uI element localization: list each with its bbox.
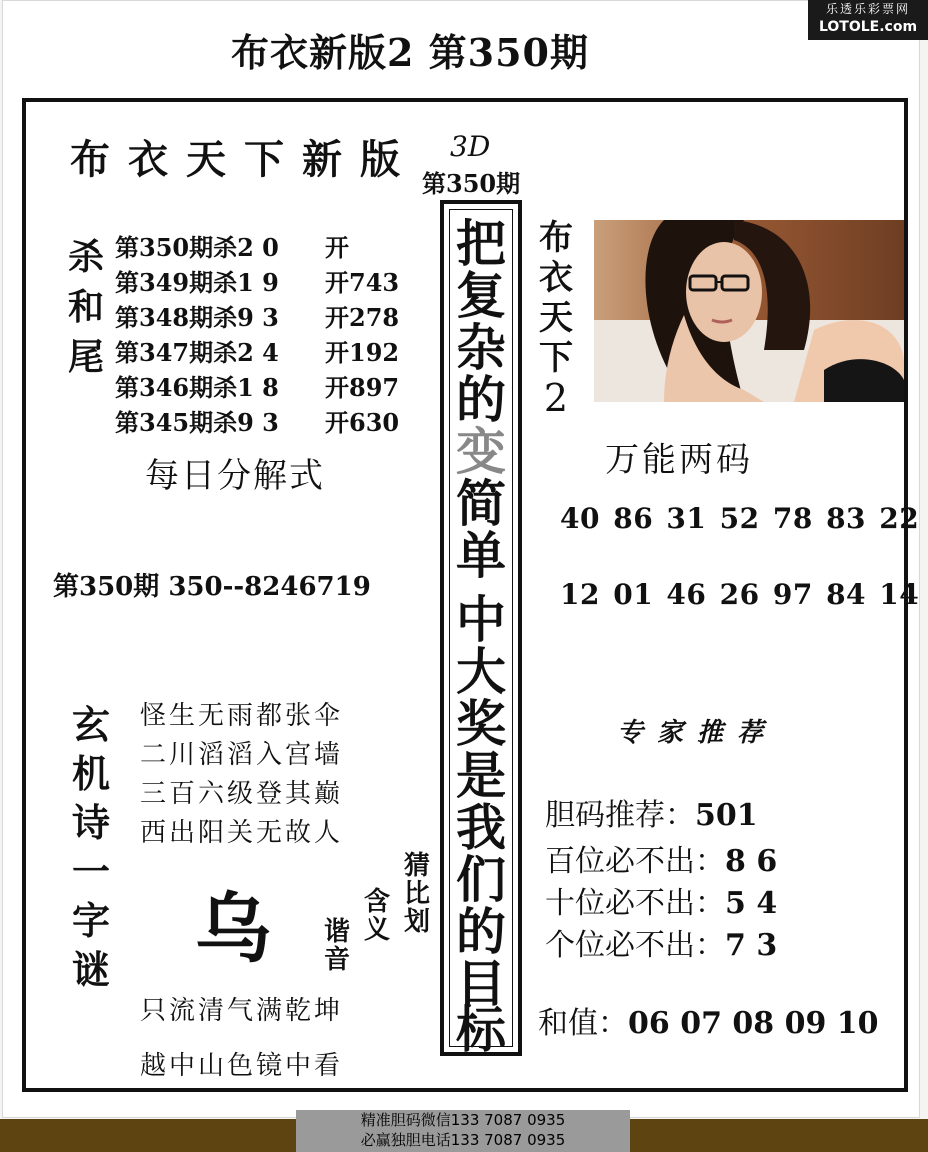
riddle-bottom-line: 只流清气满乾坤	[140, 996, 344, 1026]
riddle-line: 怪生无雨都张伞	[140, 701, 344, 731]
kill-period: 第349期杀1 9	[115, 268, 279, 297]
kill-open: 开897	[325, 373, 400, 402]
riddle-label-char: 机	[71, 751, 110, 796]
riddle-label-char: 谜	[71, 947, 110, 992]
kill-row	[115, 335, 399, 370]
kill-label-char: 尾	[67, 336, 104, 378]
watermark-cn: 乐透乐彩票网	[825, 2, 910, 16]
footer-contact	[296, 1110, 630, 1152]
banner-char: 目	[456, 954, 506, 1013]
expert-title: 专家推荐	[617, 718, 778, 748]
hint-homophone	[322, 918, 352, 974]
hint-char: 比	[403, 879, 430, 909]
kill-tail-table	[115, 230, 399, 440]
site-watermark	[808, 0, 928, 40]
daily-line: 第350期 350--8246719	[53, 572, 371, 602]
kill-row	[115, 300, 399, 335]
banner-char: 单	[456, 526, 506, 585]
hint-char: 谐	[323, 917, 350, 947]
tip-label: 百位必不出：	[545, 844, 725, 879]
banner-char: 是	[456, 746, 506, 805]
banner-char: 复	[456, 266, 506, 325]
kill-open: 开	[325, 233, 349, 262]
riddle-label-char: 一	[71, 849, 110, 894]
tip-label: 十位必不出：	[545, 886, 725, 921]
riddle-line: 三百六级登其巅	[140, 779, 344, 809]
brand-title: 布衣天下新版	[70, 136, 418, 183]
tip-label: 个位必不出：	[545, 928, 725, 963]
hint-meaning	[362, 888, 392, 944]
side-label-char: 2	[543, 376, 569, 420]
riddle-label	[60, 700, 122, 994]
tip-value: 8 6	[725, 844, 778, 879]
kill-row	[115, 405, 399, 440]
tip-value: 501	[695, 798, 758, 833]
wanneng-row: 12 01 46 26 97 84 14	[560, 578, 920, 611]
kill-period: 第350期杀2 0	[115, 233, 279, 262]
tip-label: 胆码推荐：	[545, 798, 695, 833]
banner-char: 中	[456, 590, 506, 649]
kill-open: 开192	[325, 338, 400, 367]
riddle-poem	[140, 697, 343, 853]
banner-char: 变	[456, 422, 506, 481]
kill-row	[115, 230, 399, 265]
banner-char: 简	[456, 474, 506, 533]
tip-value: 06 07 08 09 10	[628, 1006, 879, 1041]
kill-open: 开743	[325, 268, 400, 297]
wanneng-title: 万能两码	[605, 440, 753, 480]
riddle-character: 乌	[195, 884, 271, 973]
riddle-line: 二川滔滔入宫墙	[140, 740, 344, 770]
tip-value: 7 3	[725, 928, 778, 963]
hint-char: 含	[363, 887, 390, 917]
banner-char: 标	[456, 1000, 506, 1059]
page-title: 布衣新版2 第350期	[231, 30, 589, 75]
tip-label: 和值：	[538, 1006, 628, 1041]
side-label-char: 布	[539, 218, 573, 258]
banner-char: 我	[456, 798, 506, 857]
hint-strokes	[402, 852, 432, 936]
banner-char: 的	[456, 902, 506, 961]
kill-row	[115, 265, 399, 300]
footer-line: 必赢独胆电话133 7087 0935	[360, 1131, 566, 1149]
kill-row	[115, 370, 399, 405]
daily-title: 每日分解式	[145, 456, 325, 496]
tip-row	[545, 878, 777, 922]
tip-row	[545, 790, 758, 834]
side-label-char: 衣	[539, 258, 573, 298]
riddle-label-char: 诗	[71, 800, 110, 845]
tip-row	[545, 920, 777, 964]
model-photo	[594, 220, 904, 402]
hint-char: 音	[323, 945, 350, 975]
riddle-label-char: 字	[71, 898, 110, 943]
tip-value: 5 4	[725, 886, 778, 921]
hint-char: 猜	[403, 851, 430, 881]
banner-char: 奖	[456, 694, 506, 753]
tip-row	[538, 998, 879, 1042]
watermark-en: LOTOLE.com	[818, 19, 918, 35]
slogan-banner	[440, 200, 522, 1059]
kill-period: 第345期杀9 3	[115, 408, 279, 437]
kill-label-char: 杀	[67, 236, 104, 278]
footer-line: 精准胆码微信133 7087 0935	[360, 1111, 566, 1129]
brand-issue: 第350期	[422, 169, 521, 198]
kill-tail-label	[62, 232, 110, 382]
banner-char: 大	[456, 642, 506, 701]
riddle-bottom-line: 越中山色镜中看	[140, 1051, 344, 1081]
riddle-line: 西出阳关无故人	[140, 818, 344, 848]
hint-char: 划	[403, 907, 430, 937]
kill-period: 第347期杀2 4	[115, 338, 279, 367]
hint-char: 义	[363, 915, 390, 945]
tip-row	[545, 836, 777, 880]
kill-label-char: 和	[67, 286, 104, 328]
kill-open: 开278	[325, 303, 400, 332]
kill-period: 第346期杀1 8	[115, 373, 279, 402]
kill-period: 第348期杀9 3	[115, 303, 279, 332]
side-brand-label	[532, 218, 580, 418]
side-label-char: 下	[539, 338, 573, 378]
brand-3d-tag: 3D	[450, 130, 491, 163]
banner-char: 杂	[456, 318, 506, 377]
kill-open: 开630	[325, 408, 400, 437]
banner-char: 的	[456, 370, 506, 429]
banner-char: 把	[456, 214, 506, 273]
banner-char: 们	[456, 850, 506, 909]
riddle-label-char: 玄	[71, 702, 110, 747]
wanneng-row: 40 86 31 52 78 83 22	[560, 502, 920, 535]
side-label-char: 天	[539, 298, 573, 338]
